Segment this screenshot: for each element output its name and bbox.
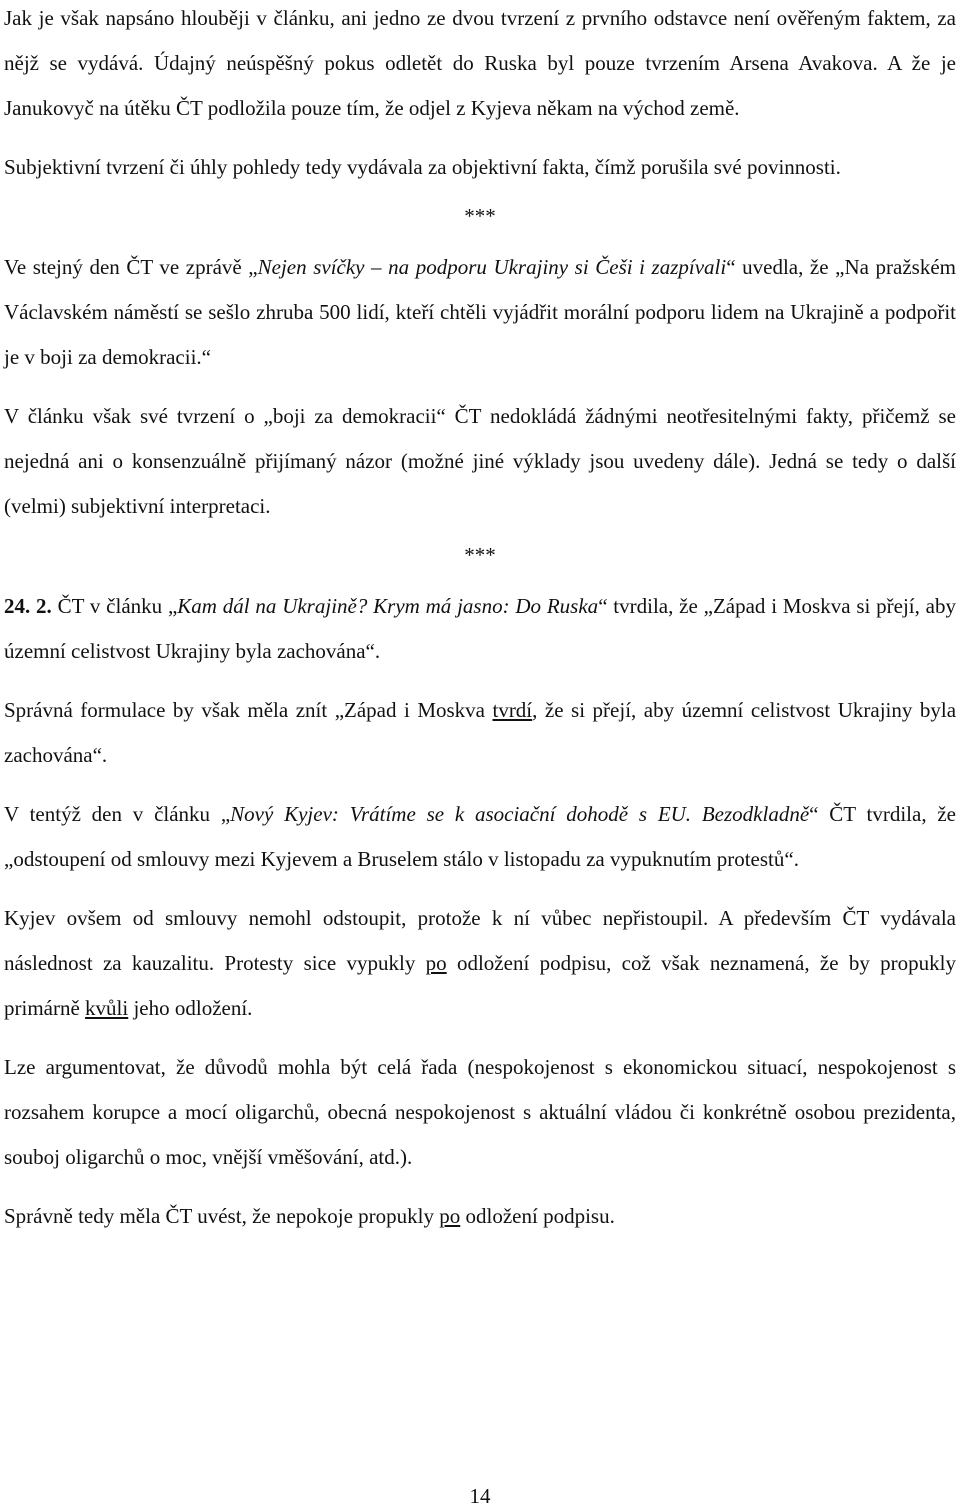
page-number: 14 — [469, 1484, 491, 1508]
separator-1: *** — [464, 204, 496, 228]
underlined-word: tvrdí — [492, 698, 533, 722]
paragraph-10: Správně tedy měla ČT uvést, že nepokoje propukly po odložení podpisu. — [4, 1204, 615, 1228]
separator-2: *** — [464, 543, 496, 567]
article-title: Nejen svíčky – na podporu Ukrajiny si Češi i zazpívali — [257, 255, 727, 279]
paragraph-5: 24. 2. ČT v článku „Kam dál na Ukrajině? Krym má jasno: Do Ruska“ tvrdila, že „Západ i Moskva si přejí, aby územní celistvost Ukrajiny byla zachována“. — [4, 594, 956, 663]
paragraph-7: V tentýž den v článku „Nový Kyjev: Vrátíme se k asociační dohodě s EU. Bezodkladně“ ČT tvrdila, že „odstoupení od smlouvy mezi Kyjevem a Bruselem stálo v listopadu za vypuknutím protestů“. — [4, 802, 957, 871]
underlined-word: kvůli — [85, 996, 129, 1020]
date-label: 24. 2. — [4, 594, 52, 618]
paragraph-9: Lze argumentovat, že důvodů mohla být celá řada (nespokojenost s ekonomickou situací, nespokojenost s rozsahem korupce a mocí oligarchů, obecná nespokojenost s aktuální vládou či konkrétně osobou prezidenta, souboj oligarchů o moc, vnější vměšování, atd.). — [4, 1055, 956, 1169]
paragraph-2: Subjektivní tvrzení či úhly pohledy tedy vydávala za objektivní fakta, čímž porušila své povinnosti. — [4, 155, 841, 179]
underlined-word: po — [439, 1204, 461, 1228]
paragraph-1: Jak je však napsáno hlouběji v článku, ani jedno ze dvou tvrzení z prvního odstavce není ověřeným faktem, za nějž se vydává. Údajný neúspěšný pokus odletět do Ruska byl pouze tvrzením Arsena Avakova. A že je Janukovyč na útěku ČT podložila pouze tím, že odjel z Kyjeva někam na východ země. — [4, 6, 956, 120]
document-page — [4, 0, 956, 1239]
article-title: Nový Kyjev: Vrátíme se k asociační dohodě s EU. Bezodkladně — [230, 802, 810, 826]
paragraph-6: Správná formulace by však měla znít „Západ i Moskva tvrdí, že si přejí, aby územní celistvost Ukrajiny byla zachována“. — [4, 698, 957, 767]
paragraph-4: V článku však své tvrzení o „boji za demokracii“ ČT nedokládá žádnými neotřesitelnými fakty, přičemž se nejedná ani o konsenzuálně přijímaný názor (možné jiné výklady jsou uvedeny dále). Jedná se tedy o další (velmi) subjektivní interpretaci. — [4, 404, 956, 518]
underlined-word: po — [425, 951, 447, 975]
paragraph-8: Kyjev ovšem od smlouvy nemohl odstoupit, protože k ní vůbec nepřistoupil. A především ČT vydávala následnost za kauzalitu. Protesty sice vypukly po odložení podpisu, což však neznamená, že by propukly primárně kvůli jeho odložení. — [4, 906, 956, 1020]
paragraph-3: Ve stejný den ČT ve zprávě „Nejen svíčky – na podporu Ukrajiny si Češi i zazpívali“ uvedla, že „Na pražském Václavském náměstí se sešlo zhruba 500 lidí, kteří chtěli vyjádřit morální podporu lidem na Ukrajině a podpořit je v boji za demokracii.“ — [4, 255, 956, 369]
article-title: Kam dál na Ukrajině? Krym má jasno: Do Ruska — [177, 594, 599, 618]
